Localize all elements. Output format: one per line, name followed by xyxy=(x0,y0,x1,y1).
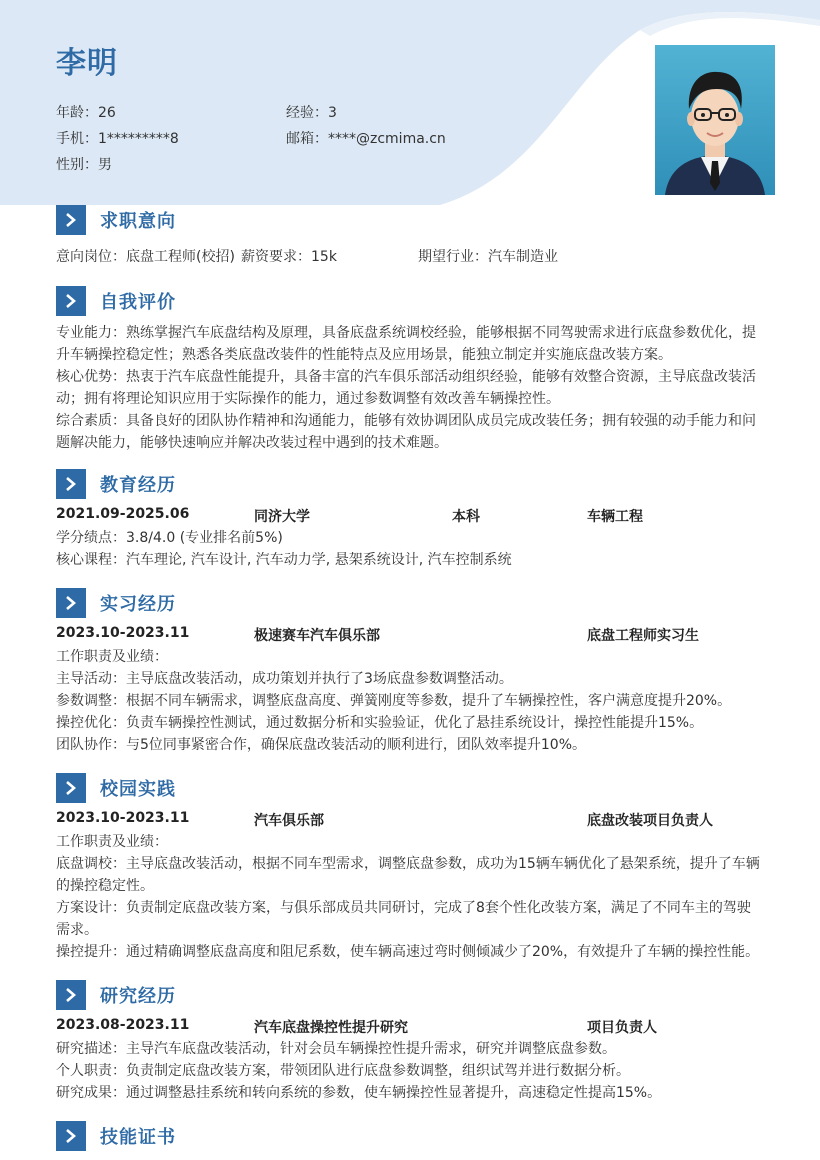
chevron-right-icon xyxy=(56,469,86,499)
section-internship xyxy=(56,588,768,756)
chevron-right-icon xyxy=(56,980,86,1010)
text-line: 动；拥有将理论知识应用于实际操作的能力，通过参数调整有效改善车辆操控性。 xyxy=(56,391,560,407)
text-line: 学分绩点：3.8/4.0 (专业排名前5%) xyxy=(56,530,283,546)
chevron-right-icon xyxy=(56,773,86,803)
text-line: 主导活动：主导底盘改装活动，成功策划并执行了3场底盘参数调整活动。 xyxy=(56,671,513,687)
text-line: 个人职责：负责制定底盘改装方案，带领团队进行底盘参数调整，组织试驾并进行数据分析。 xyxy=(56,1063,630,1079)
text-line: 工作职责及业绩： xyxy=(56,649,168,665)
research-project: 汽车底盘操控性提升研究 xyxy=(254,1020,408,1036)
section-title: 技能证书 xyxy=(100,1127,176,1148)
section-self-evaluation xyxy=(56,286,768,454)
degree: 本科 xyxy=(452,509,480,525)
internship-date: 2023.10-2023.11 xyxy=(56,625,190,641)
expected-industry: 期望行业：汽车制造业 xyxy=(418,249,558,265)
section-title: 实习经历 xyxy=(100,594,176,615)
text-line: 需求。 xyxy=(56,922,98,938)
text-line: 题解决能力，能够快速响应并解决改装过程中遇到的技术难题。 xyxy=(56,435,448,451)
expected-salary: 薪资要求：15k xyxy=(241,249,337,265)
section-education xyxy=(56,469,768,571)
text-line: 升车辆操控稳定性；熟悉各类底盘改装件的性能特点及应用场景，能独立制定并实施底盘改装方案。 xyxy=(56,347,672,363)
text-line: 专业能力：熟练掌握汽车底盘结构及原理，具备底盘系统调校经验，能够根据不同驾驶需求进行底盘参数优化，提 xyxy=(56,325,756,341)
section-title: 自我评价 xyxy=(100,292,176,313)
gender-info: 性别：男 xyxy=(56,157,112,173)
major: 车辆工程 xyxy=(587,509,643,525)
text-line: 底盘调校：主导底盘改装活动，根据不同车型需求，调整底盘参数，成功为15辆车辆优化了悬架系统，提升了车辆 xyxy=(56,856,760,872)
email-info: 邮箱：****@zcmima.cn xyxy=(286,131,446,147)
internship-role: 底盘工程师实习生 xyxy=(587,628,699,644)
campus-date: 2023.10-2023.11 xyxy=(56,810,190,826)
research-date: 2023.08-2023.11 xyxy=(56,1017,190,1033)
text-line: 核心优势：热衷于汽车底盘性能提升，具备丰富的汽车俱乐部活动组织经验，能够有效整合资源，主导底盘改装活 xyxy=(56,369,756,385)
section-campus-practice xyxy=(56,773,768,963)
age-info: 年龄：26 xyxy=(56,105,116,121)
phone-info: 手机：1*********8 xyxy=(56,131,179,147)
text-line: 核心课程：汽车理论, 汽车设计, 汽车动力学, 悬架系统设计, 汽车控制系统 xyxy=(56,552,512,568)
campus-org: 汽车俱乐部 xyxy=(254,813,324,829)
text-line: 研究描述：主导汽车底盘改装活动，针对会员车辆操控性提升需求，研究并调整底盘参数。 xyxy=(56,1041,616,1057)
candidate-name: 李明 xyxy=(56,46,118,81)
profile-photo xyxy=(655,45,775,195)
campus-role: 底盘改装项目负责人 xyxy=(587,813,713,829)
text-line: 工作职责及业绩： xyxy=(56,834,168,850)
internship-org: 极速赛车汽车俱乐部 xyxy=(254,628,380,644)
text-line: 研究成果：通过调整悬挂系统和转向系统的参数，使车辆操控性显著提升，高速稳定性提高15%。 xyxy=(56,1085,662,1101)
chevron-right-icon xyxy=(56,1121,86,1151)
text-line: 的操控稳定性。 xyxy=(56,878,154,894)
section-skills xyxy=(56,1121,768,1151)
chevron-right-icon xyxy=(56,286,86,316)
section-job-intention xyxy=(56,205,768,267)
section-title: 教育经历 xyxy=(100,475,176,496)
chevron-right-icon xyxy=(56,588,86,618)
text-line: 操控优化：负责车辆操控性测试，通过数据分析和实验验证，优化了悬挂系统设计，操控性能提升15%。 xyxy=(56,715,704,731)
section-title: 求职意向 xyxy=(100,211,176,232)
section-title: 校园实践 xyxy=(100,779,176,800)
text-line: 团队协作：与5位同事紧密合作，确保底盘改装活动的顺利进行，团队效率提升10%。 xyxy=(56,737,587,753)
chevron-right-icon xyxy=(56,205,86,235)
text-line: 综合素质：具备良好的团队协作精神和沟通能力，能够有效协调团队成员完成改装任务；拥有较强的动手能力和问 xyxy=(56,413,756,429)
education-date: 2021.09-2025.06 xyxy=(56,506,190,522)
intended-position: 意向岗位：底盘工程师(校招) xyxy=(56,249,235,265)
text-line: 操控提升：通过精确调整底盘高度和阻尼系数，使车辆高速过弯时侧倾减少了20%，有效提升了车辆的操控性能。 xyxy=(56,944,760,960)
school-name: 同济大学 xyxy=(254,509,310,525)
text-line: 方案设计：负责制定底盘改装方案，与俱乐部成员共同研讨，完成了8套个性化改装方案，满足了不同车主的驾驶 xyxy=(56,900,751,916)
section-title: 研究经历 xyxy=(100,986,176,1007)
text-line: 参数调整：根据不同车辆需求，调整底盘高度、弹簧刚度等参数，提升了车辆操控性，客户满意度提升20%。 xyxy=(56,693,732,709)
section-research xyxy=(56,980,768,1104)
experience-info: 经验：3 xyxy=(286,105,337,121)
research-role: 项目负责人 xyxy=(587,1020,657,1036)
